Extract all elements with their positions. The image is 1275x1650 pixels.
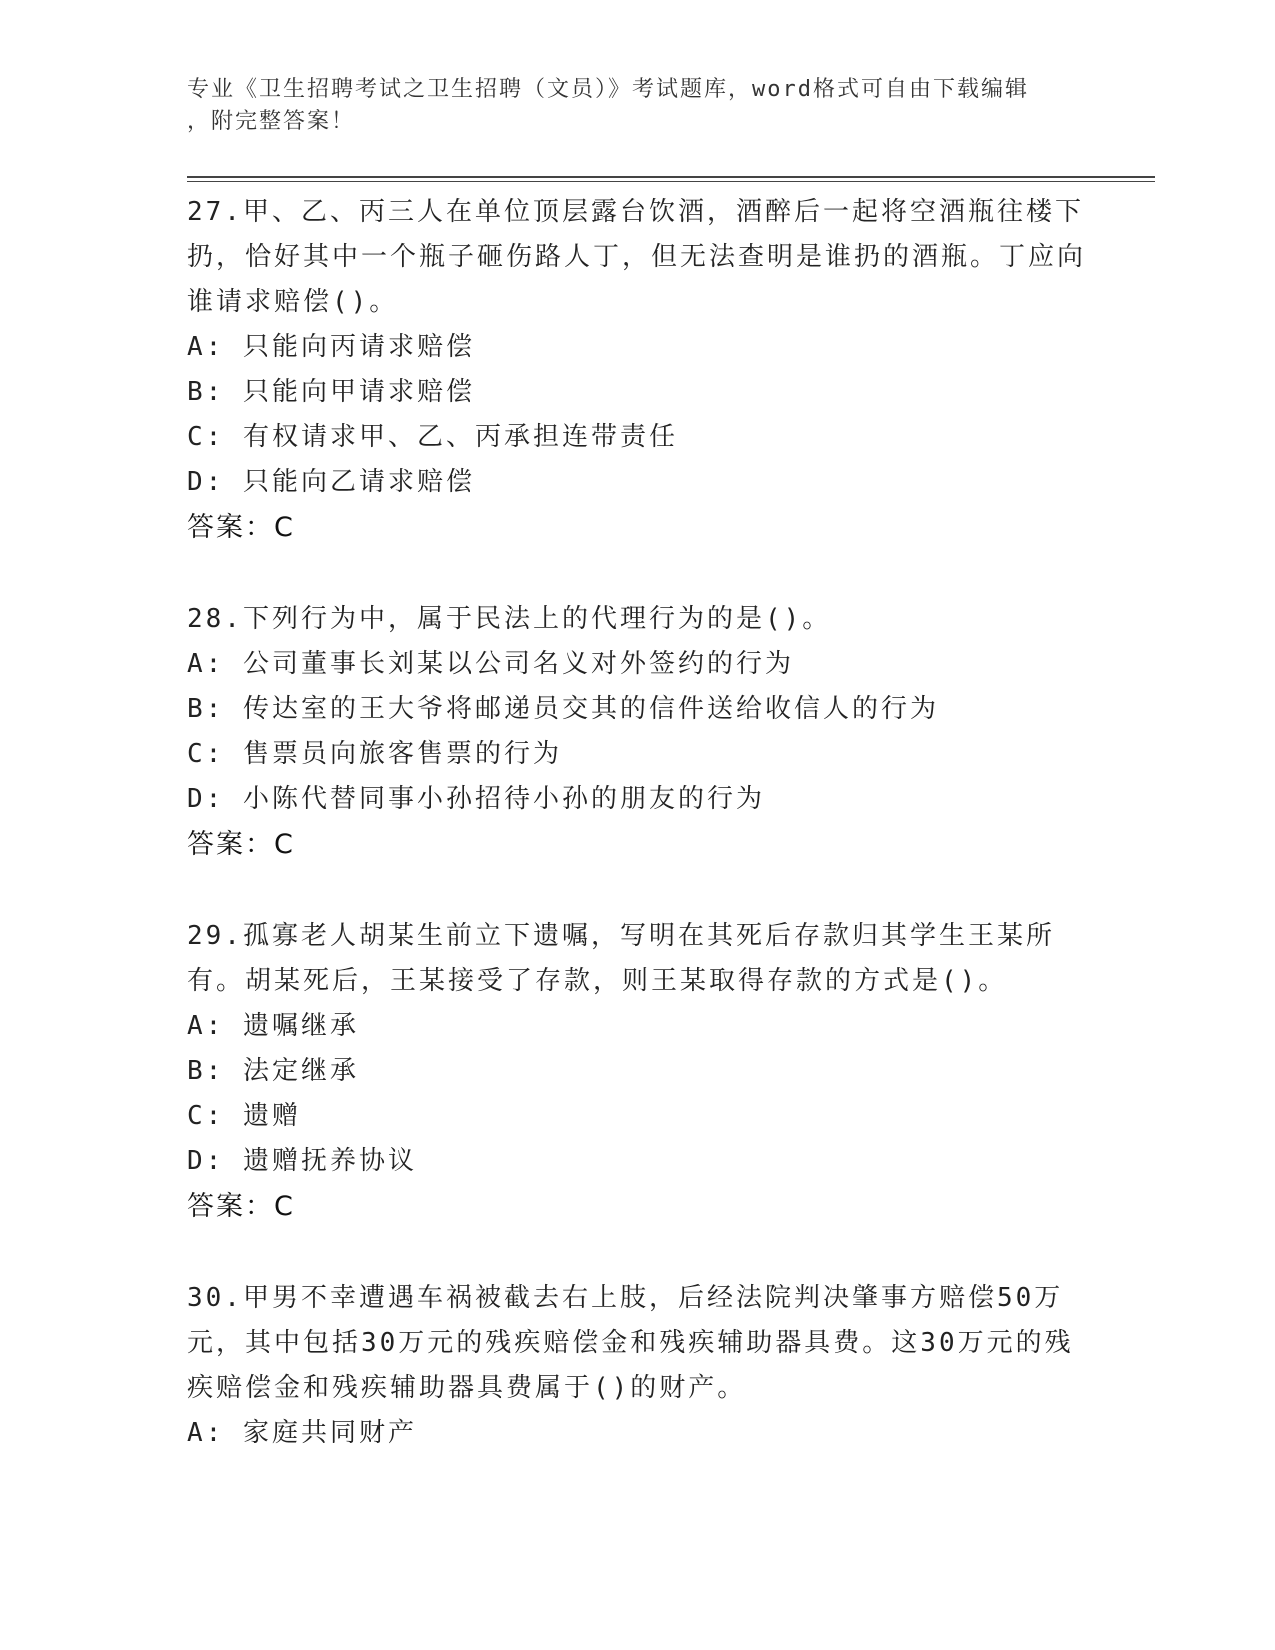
option-b: B: 法定继承 [187, 1056, 359, 1086]
question-stem: 30.甲男不幸遭遇车祸被截去右上肢，后经法院判决肇事方赔偿50万元，其中包括30万元的残疾赔偿金和残疾辅助器具费。这30万元的残疾赔偿金和残疾辅助器具费属于()的财产。 [187, 1283, 1074, 1403]
option-d: D: 只能向乙请求赔偿 [187, 467, 475, 497]
question-stem: 27.甲、乙、丙三人在单位顶层露台饮酒，酒醉后一起将空酒瓶往楼下扔，恰好其中一个瓶子砸伤路人丁，但无法查明是谁扔的酒瓶。丁应向谁请求赔偿()。 [187, 197, 1087, 317]
document-header [187, 74, 1087, 138]
option-c: C: 遗赠 [187, 1101, 301, 1131]
answer-label: 答案：C [187, 1191, 295, 1222]
question-28 [187, 597, 1087, 868]
header-line-2: ，附完整答案！ [187, 109, 356, 134]
header-line-1: 专业《卫生招聘考试之卫生招聘（文员）》考试题库，word格式可自由下载编辑 [187, 77, 1029, 102]
option-d: D: 小陈代替同事小孙招待小孙的朋友的行为 [187, 784, 765, 814]
header-divider-thick [187, 176, 1155, 178]
option-a: A: 遗嘱继承 [187, 1011, 359, 1041]
option-a: A: 只能向丙请求赔偿 [187, 332, 475, 362]
question-stem: 28.下列行为中，属于民法上的代理行为的是()。 [187, 604, 832, 634]
question-27 [187, 190, 1087, 551]
option-b: B: 只能向甲请求赔偿 [187, 377, 475, 407]
header-divider-thin [187, 181, 1155, 182]
option-a: A: 公司董事长刘某以公司名义对外签约的行为 [187, 649, 794, 679]
answer-label: 答案：C [187, 512, 295, 543]
question-list [187, 190, 1087, 1502]
option-c: C: 售票员向旅客售票的行为 [187, 739, 562, 769]
question-stem: 29.孤寡老人胡某生前立下遗嘱，写明在其死后存款归其学生王某所有。胡某死后，王某接受了存款，则王某取得存款的方式是()。 [187, 921, 1055, 996]
option-a: A: 家庭共同财产 [187, 1418, 417, 1448]
question-30 [187, 1276, 1087, 1456]
option-b: B: 传达室的王大爷将邮递员交其的信件送给收信人的行为 [187, 694, 939, 724]
answer-label: 答案：C [187, 829, 295, 860]
option-d: D: 遗赠抚养协议 [187, 1146, 417, 1176]
option-c: C: 有权请求甲、乙、丙承担连带责任 [187, 422, 678, 452]
question-29 [187, 914, 1087, 1230]
